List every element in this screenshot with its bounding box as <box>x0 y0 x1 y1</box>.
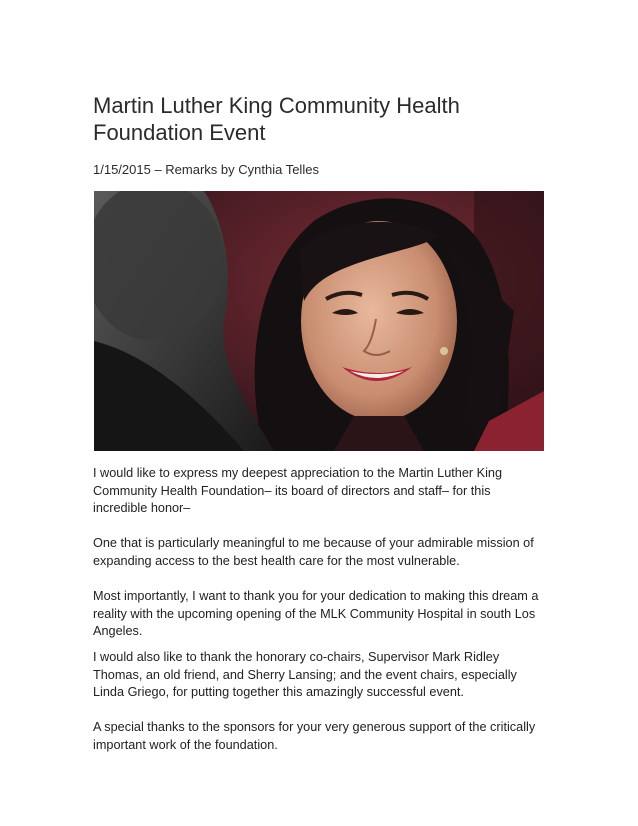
paragraph: Most importantly, I want to thank you for your dedication to making this dream a reality with the upcoming opening of the MLK Community Hospital in south Los Angeles. <box>93 589 539 639</box>
document-subtitle: 1/15/2015 – Remarks by Cynthia Telles <box>93 162 319 177</box>
paragraph: A special thanks to the sponsors for your very generous support of the critically important work of the foundation. <box>93 720 536 752</box>
paragraph: I would like to express my deepest appreciation to the Martin Luther King Community Health Foundation– its board of directors and staff– for this incredible honor– <box>93 466 503 516</box>
paragraph: One that is particularly meaningful to me because of your admirable mission of expanding access to the best health care for the most vulnerable. <box>93 536 534 568</box>
document-title: Martin Luther King Community Health Foundation Event <box>93 93 460 145</box>
speaker-photo <box>94 191 544 451</box>
speech-body <box>93 465 543 772</box>
speaker-photo-illustration <box>94 191 544 451</box>
paragraph: I would also like to thank the honorary co-chairs, Supervisor Mark Ridley Thomas, an old friend, and Sherry Lansing; and the event chairs, especially Linda Griego, for putting together this amazingly successful event. <box>93 649 517 700</box>
